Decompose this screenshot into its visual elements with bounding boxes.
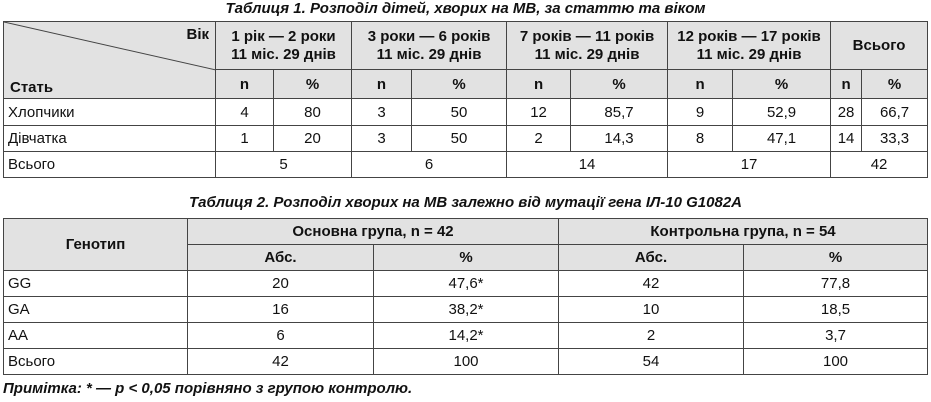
cell: 9: [668, 99, 733, 126]
cell: 100: [744, 349, 928, 375]
footnote: Примітка: * — р < 0,05 порівняно з групою контролю.: [3, 380, 413, 397]
table-row: [4, 126, 928, 152]
cell: 4: [216, 99, 274, 126]
cell: 3: [352, 99, 412, 126]
cell: 42: [831, 152, 928, 178]
cell: 66,7: [862, 99, 928, 126]
pct-header: %: [733, 70, 831, 99]
age-label: Вік: [186, 26, 209, 43]
cell: 6: [352, 152, 507, 178]
control-group-header: Контрольна група, n = 54: [559, 219, 928, 245]
cell: 1: [216, 126, 274, 152]
table-row: [4, 271, 928, 297]
cell: 42: [188, 349, 374, 375]
cell: 8: [668, 126, 733, 152]
cell: 20: [188, 271, 374, 297]
total-header: Всього: [831, 22, 928, 70]
cell: 28: [831, 99, 862, 126]
cell: 16: [188, 297, 374, 323]
cell: 20: [274, 126, 352, 152]
cell: 47,1: [733, 126, 831, 152]
row-label: Хлопчики: [4, 99, 216, 126]
row-label: GG: [4, 271, 188, 297]
row-label: AA: [4, 323, 188, 349]
cell: 12: [507, 99, 571, 126]
pct-header: %: [744, 245, 928, 271]
age-group-header: 1 рік — 2 роки 11 міс. 29 днів: [216, 22, 352, 70]
cell: 50: [412, 99, 507, 126]
age-group-header: 12 років — 17 років 11 міс. 29 днів: [668, 22, 831, 70]
cell: 52,9: [733, 99, 831, 126]
cell: 80: [274, 99, 352, 126]
cell: 2: [507, 126, 571, 152]
row-label: Дівчатка: [4, 126, 216, 152]
pct-header: %: [374, 245, 559, 271]
cell: 77,8: [744, 271, 928, 297]
table1-title: Таблиця 1. Розподіл дітей, хворих на МВ, за статтю та віком: [225, 0, 706, 17]
cell: 3,7: [744, 323, 928, 349]
table1-corner-header: [4, 22, 216, 99]
cell: 42: [559, 271, 744, 297]
pct-header: %: [412, 70, 507, 99]
table2: [3, 218, 928, 375]
cell: 18,5: [744, 297, 928, 323]
table-row: [4, 99, 928, 126]
n-header: n: [668, 70, 733, 99]
sex-label: Стать: [10, 79, 54, 96]
cell: 10: [559, 297, 744, 323]
cell: 54: [559, 349, 744, 375]
cell: 17: [668, 152, 831, 178]
n-header: n: [216, 70, 274, 99]
table-row: [4, 349, 928, 375]
cell: 85,7: [571, 99, 668, 126]
row-label: Всього: [4, 152, 216, 178]
pct-header: %: [571, 70, 668, 99]
age-group-header: 3 роки — 6 років 11 міс. 29 днів: [352, 22, 507, 70]
cell: 3: [352, 126, 412, 152]
cell: 33,3: [862, 126, 928, 152]
cell: 5: [216, 152, 352, 178]
age-group-header: 7 років — 11 років 11 міс. 29 днів: [507, 22, 668, 70]
cell: 14: [831, 126, 862, 152]
row-label: Всього: [4, 349, 188, 375]
table-row: [4, 323, 928, 349]
genotype-header: Генотип: [4, 219, 188, 271]
cell: 50: [412, 126, 507, 152]
n-header: n: [831, 70, 862, 99]
table-row: [4, 297, 928, 323]
cell: 14,3: [571, 126, 668, 152]
pct-header: %: [862, 70, 928, 99]
table1: [3, 21, 928, 178]
cell: 14: [507, 152, 668, 178]
pct-header: %: [274, 70, 352, 99]
cell: 100: [374, 349, 559, 375]
abs-header: Абс.: [188, 245, 374, 271]
cell: 38,2*: [374, 297, 559, 323]
main-group-header: Основна група, n = 42: [188, 219, 559, 245]
cell: 6: [188, 323, 374, 349]
n-header: n: [507, 70, 571, 99]
n-header: n: [352, 70, 412, 99]
cell: 14,2*: [374, 323, 559, 349]
row-label: GA: [4, 297, 188, 323]
abs-header: Абс.: [559, 245, 744, 271]
table-row: [4, 152, 928, 178]
cell: 2: [559, 323, 744, 349]
table2-title: Таблиця 2. Розподіл хворих на МВ залежно від мутації гена ІЛ-10 G1082A: [188, 194, 743, 211]
cell: 47,6*: [374, 271, 559, 297]
